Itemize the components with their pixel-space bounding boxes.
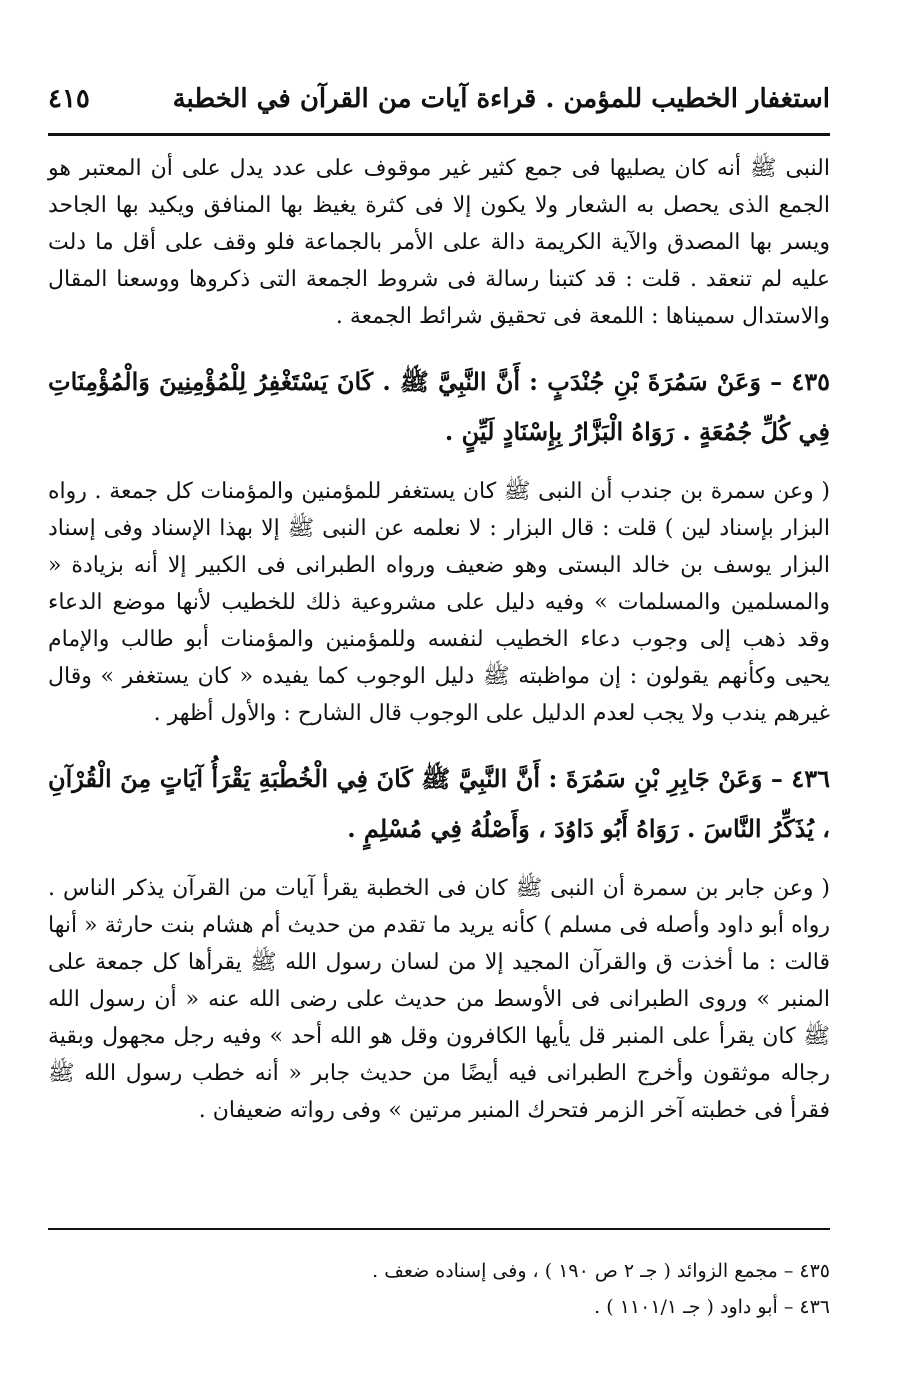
footnote-435: ٤٣٥ – مجمع الزوائد ( جـ ٢ ص ١٩٠ ) ، وفى إسناده ضعف .	[372, 1260, 830, 1282]
main-text	[48, 150, 830, 1129]
page-number: ٤١٥	[48, 84, 90, 114]
hadith-436: ٤٣٦ – وَعَنْ جَابِرِ بْنِ سَمُرَةَ : أَنَّ النَّبِيَّ ﷺ كَانَ فِي الْخُطْبَةِ يَقْرَأُ آيَاتٍ مِنَ الْقُرْآنِ ، يُذَكِّرُ النَّاسَ . رَوَاهُ أَبُو دَاوُدَ ، وَأَصْلُهُ فِي مُسْلِمٍ .	[48, 764, 830, 843]
header-rule	[48, 133, 830, 136]
commentary-436: ( وعن جابر بن سمرة أن النبى ﷺ كان فى الخطبة يقرأ آيات من القرآن يذكر الناس . رواه أبو داود وأصله فى مسلم ) كأنه يريد ما تقدم من حديث أم هشام بنت حارثة « أنها قالت : ما أخذت ق والقرآن المجيد إلا من لسان رسول الله ﷺ يقرأها كل جمعة على المنبر » وروى الطبرانى فى الأوسط من حديث على رضى الله عنه « أن رسول الله ﷺ كان يقرأ على المنبر قل يأيها الكافرون وقل هو الله أحد » وفيه رجل مجهول وبقية رجاله موثقون وأخرج الطبرانى فيه أيضًا من حديث جابر « أنه خطب رسول الله ﷺ فقرأ فى خطبته آخر الزمر فتحرك المنبر مرتين » وفى رواته ضعيفان .	[48, 876, 830, 1123]
page-header	[48, 74, 830, 124]
commentary-paragraph-continued: النبى ﷺ أنه كان يصليها فى جمع كثير غير موقوف على عدد يدل على أن المعتبر هو الجمع الذى يحصل به الشعار ولا يكون إلا فى كثرة يغيظ بها المنافق ويكيد بها الجاحد ويسر بها المصدق والآية الكريمة دالة على الأمر بالجماعة فلو وقف على أقل ما دلت عليه لم تنعقد . قلت : قد كتبنا رسالة فى شروط الجمعة التى ذكروها ووسعنا المقال والاستدال سميناها : اللمعة فى تحقيق شرائط الجمعة .	[48, 156, 830, 329]
footnote-rule	[48, 1228, 830, 1230]
hadith-435: ٤٣٥ – وَعَنْ سَمُرَةَ بْنِ جُنْدَبٍ : أَنَّ النَّبِيَّ ﷺ . كَانَ يَسْتَغْفِرُ لِلْمُؤْمِنِينَ وَالْمُؤْمِنَاتِ فِي كُلِّ جُمُعَةٍ . رَوَاهُ الْبَزَّارُ بِإِسْنَادٍ لَيِّنٍ .	[48, 367, 830, 446]
footnote-436: ٤٣٦ – أبو داود ( جـ ١١٠١/١ ) .	[594, 1296, 830, 1318]
footnotes	[48, 1253, 830, 1325]
commentary-435: ( وعن سمرة بن جندب أن النبى ﷺ كان يستغفر للمؤمنين والمؤمنات كل جمعة . رواه البزار بإسناد لين ) قلت : قال البزار : لا نعلمه عن النبى ﷺ إلا بهذا الإسناد وفى إسناد البزار يوسف بن خالد البستى وهو ضعيف ورواه الطبرانى فى الكبير إلا أنه بزيادة « والمسلمين والمسلمات » وفيه دليل على مشروعية ذلك للخطيب لأنها موضع الدعاء وقد ذهب إلى وجوب دعاء الخطيب لنفسه وللمؤمنين والمؤمنات أبو طالب والإمام يحيى وكأنهم يقولون : إن مواظبته ﷺ دليل الوجوب كما يفيده « كان يستغفر » وقال غيرهم يندب ولا يجب لعدم الدليل على الوجوب قال الشارح : والأول أظهر .	[48, 479, 830, 726]
running-title: استغفار الخطيب للمؤمن . قراءة آيات من القرآن في الخطبة	[172, 84, 830, 114]
